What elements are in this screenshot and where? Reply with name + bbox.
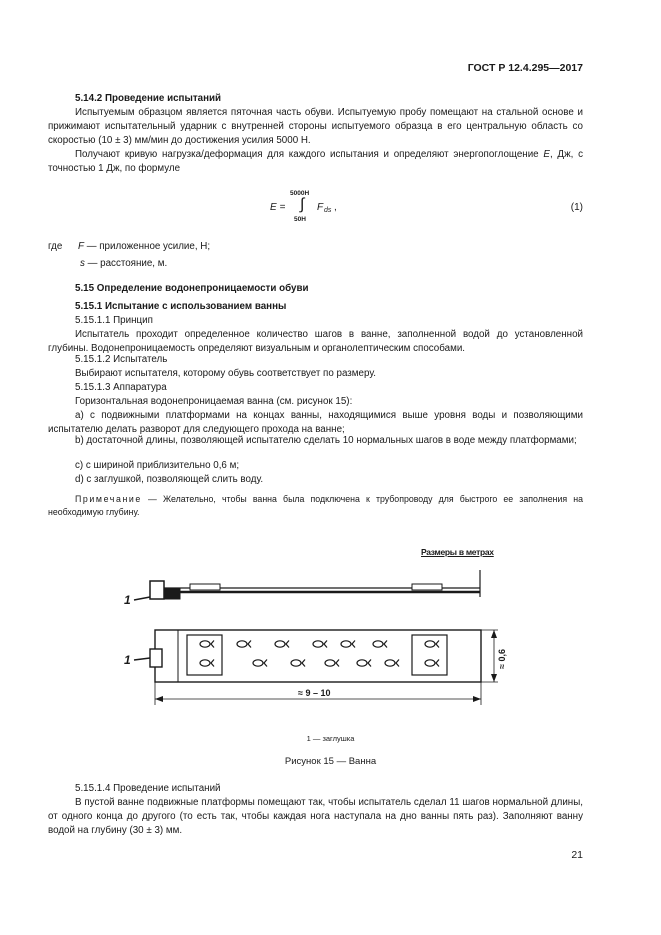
bath-side-view [134, 570, 480, 600]
footprints [200, 641, 439, 667]
footprint [253, 660, 267, 667]
bath-figure [0, 560, 661, 710]
where-f: F — приложенное усилие, Н; [78, 241, 211, 252]
section-5-15-1-title: 5.15.1 Испытание с использованием ванны [75, 301, 287, 312]
section-5-15-title: 5.15 Определение водонепроницаемости обуви [75, 283, 309, 294]
note: Примечание — Желательно, чтобы ванна была подключена к трубопроводу для быстрого ее заполнения на необходимую глубину. [48, 494, 583, 517]
formula-lower-limit: 50Н [294, 216, 306, 223]
section-5-14-2-title: 5.14.2 Проведение испытаний [75, 93, 222, 104]
energy-formula [270, 192, 390, 228]
figure-caption: Рисунок 15 — Ванна [284, 756, 377, 767]
section-5-15-1-4-text: В пустой ванне подвижные платформы помещают так, чтобы испытатель сделал 11 шагов нормальной длины, от одного конца до другого (то есть так, чтобы каждая нога наступала на дно ванны пять раз). Заполняют ванну водой на глубину (30 ± 3) мм. [48, 797, 583, 836]
plug-plan [150, 649, 162, 667]
footprint [275, 641, 289, 648]
section-5-15-1-1-title: 5.15.1.1 Принцип [75, 315, 153, 326]
formula-integrand: F [317, 202, 324, 213]
section-5-15-1-2-title: 5.15.1.2 Испытатель [75, 354, 168, 365]
section-5-15-1-3-title: 5.15.1.3 Аппаратура [75, 382, 167, 393]
footprint [341, 641, 355, 648]
principle-text: Испытатель проходит определенное количество шагов в ванне, заполненной водой до установленной глубины. Водонепроницаемость определяют визуальным и органолептическим способами. [48, 329, 583, 354]
document-header: ГОСТ Р 12.4.295—2017 [467, 62, 583, 74]
footprint [425, 641, 439, 648]
footprint [325, 660, 339, 667]
figure-legend: 1 — заглушка [306, 734, 355, 743]
plug-side [150, 581, 164, 599]
list-item-b: b) достаточной длины, позволяющей испытателю сделать 10 нормальных шагов в воде между платформами; [75, 435, 577, 446]
width-label: ≈ 0,6 [497, 649, 507, 669]
formula-lhs: E = [270, 202, 286, 213]
footprint [237, 641, 251, 648]
platform-right-side [412, 584, 442, 590]
platform-left-side [190, 584, 220, 590]
formula-integral: ∫ [300, 196, 305, 213]
list-item-a: а) с подвижными платформами на концах ванны, находящимися выше уровня воды и позволяющими испытателю делать разворот для следующего прохода на ванне; [48, 410, 583, 435]
section-5-14-2-paragraph-2: Получают кривую нагрузка/деформация для каждого испытания и определяют энергопоглощение E, Дж, с точностью 1 Дж, по формуле [48, 149, 583, 174]
footprint [200, 660, 214, 667]
footprint [425, 660, 439, 667]
tester-text: Выбирают испытателя, которому обувь соответствует по размеру. [75, 368, 376, 379]
list-item-d: d) с заглушкой, позволяющей слить воду. [75, 474, 264, 485]
where-s: s — расстояние, м. [80, 258, 168, 269]
footprint [357, 660, 371, 667]
footprint [373, 641, 387, 648]
section-5-14-2-paragraph-1: Испытуемым образцом является пяточная часть обуви. Испытуемую пробу помещают на стальной основе и прижимают испытательный ударник с внутренней стороны испытуемого образца в его центральную область со скоростью (10 ± 3) мм/мин до достижения усилия 5000 Н. [48, 107, 583, 146]
where-label: где [48, 241, 63, 252]
plug-flange [164, 589, 180, 599]
footprint [200, 641, 214, 648]
dimensions-note: Размеры в метрах [421, 547, 494, 557]
callout-1-bottom: 1 [124, 653, 131, 667]
footprint [313, 641, 327, 648]
apparatus-text: Горизонтальная водонепроницаемая ванна (см. рисунок 15): [75, 396, 353, 407]
page-number: 21 [571, 849, 583, 861]
list-item-c: c) с шириной приблизительно 0,6 м; [75, 460, 240, 471]
section-5-15-1-4-title: 5.15.1.4 Проведение испытаний [75, 783, 221, 794]
equation-number: (1) [570, 202, 583, 213]
footprint [385, 660, 399, 667]
formula-comma: , [334, 202, 337, 213]
footprint [291, 660, 305, 667]
formula-differential: ds [324, 207, 332, 214]
callout-1-top: 1 [124, 593, 131, 607]
formula-upper-limit: 5000Н [290, 190, 310, 197]
length-label: ≈ 9 – 10 [298, 688, 331, 698]
